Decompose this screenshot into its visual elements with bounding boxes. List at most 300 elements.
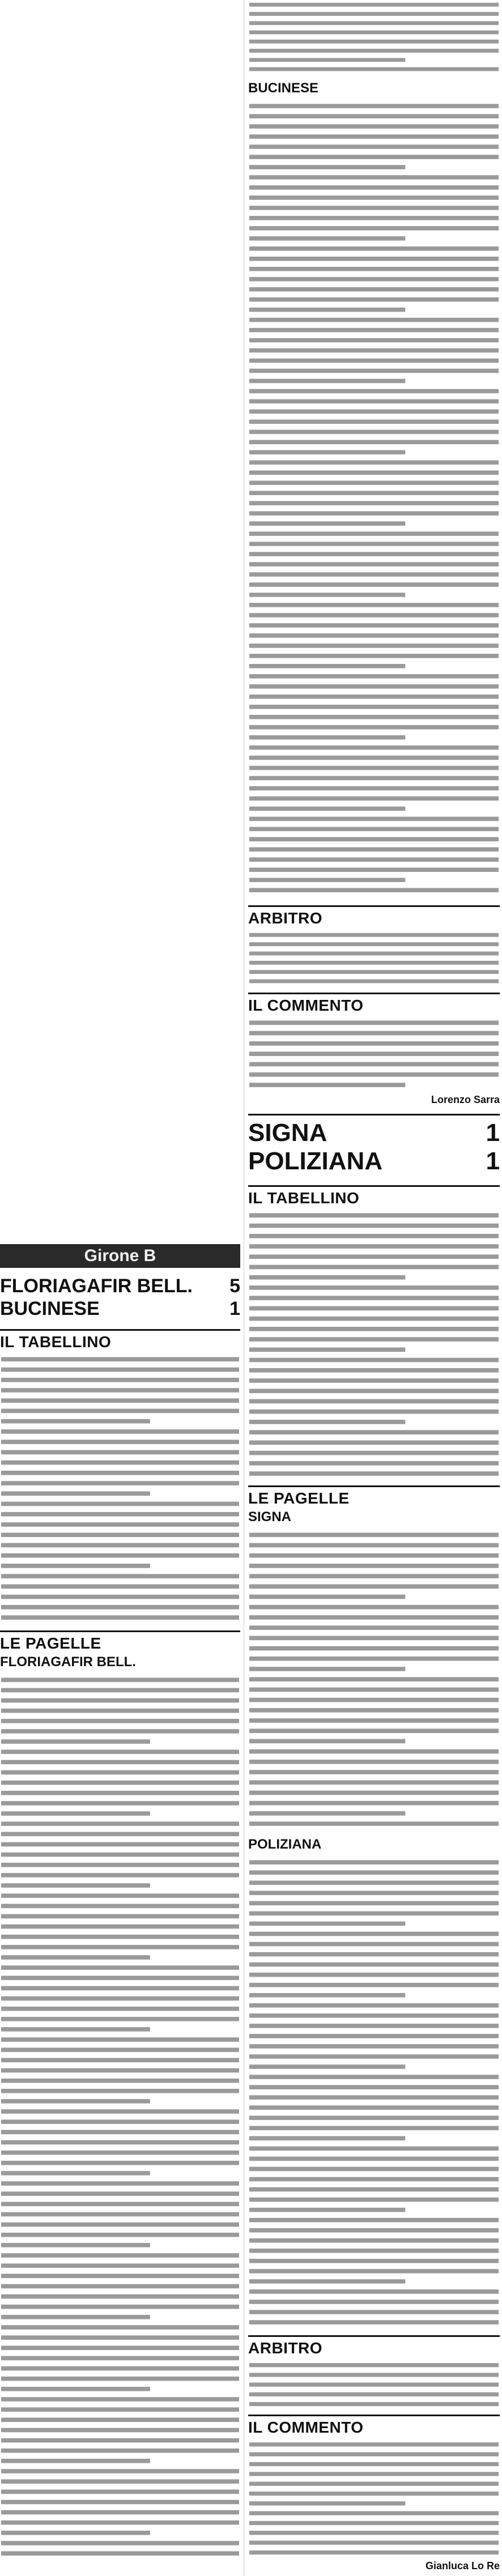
text-line (1, 1564, 150, 1568)
text-line (249, 1728, 499, 1733)
text-line (249, 2521, 499, 2525)
text-line (249, 1430, 499, 1434)
text-line (249, 2472, 499, 2476)
text-line (249, 12, 499, 16)
text-line (249, 1718, 499, 1723)
text-line (1, 1677, 239, 1682)
text-line (1, 2058, 239, 2063)
text-line (1, 2047, 239, 2052)
text-line (1, 2151, 239, 2155)
text-line (249, 2551, 499, 2554)
text-lines (0, 1354, 240, 1623)
text-lines (248, 0, 500, 74)
text-line (1, 2212, 239, 2217)
text-line (1, 2377, 239, 2381)
home-team: FLORIAGAFIR BELL. (0, 1275, 193, 1297)
text-line (249, 2187, 499, 2192)
score-row (0, 1275, 240, 1297)
text-line (249, 1962, 499, 1967)
text-line (249, 562, 499, 567)
text-line (1, 1955, 150, 1960)
text-line (249, 1595, 405, 1599)
text-line (249, 1410, 499, 1414)
text-line (249, 2452, 499, 2456)
text-block (248, 1530, 500, 1829)
text-line (249, 2136, 405, 2141)
text-line (249, 359, 499, 363)
text-line (249, 216, 499, 220)
text-line (249, 1378, 499, 1383)
text-line (249, 961, 499, 965)
text-line (249, 1041, 499, 1046)
text-line (249, 1942, 499, 1947)
text-line (249, 1420, 405, 1424)
text-line (1, 2407, 239, 2412)
text-line (249, 867, 499, 872)
text-line (249, 715, 499, 719)
text-line (249, 369, 499, 373)
text-line (1, 1595, 239, 1599)
text-lines (248, 101, 500, 895)
text-line (249, 1265, 499, 1270)
text-line (249, 58, 405, 62)
section-heading: IL COMMENTO (248, 993, 500, 1015)
text-line (1, 2109, 239, 2114)
text-line (1, 2520, 239, 2525)
text-line (249, 531, 499, 536)
text-line (249, 1667, 405, 1671)
text-line (1, 2263, 239, 2268)
text-lines (248, 1857, 500, 2327)
text-line (249, 2064, 405, 2069)
text-line (1, 1440, 239, 1444)
text-line (249, 2177, 499, 2182)
text-line (1, 2305, 239, 2309)
text-line (249, 1254, 499, 1259)
text-line (1, 1450, 239, 1455)
text-line (249, 2198, 499, 2202)
text-line (1, 2387, 150, 2391)
text-line (1, 1522, 239, 1527)
text-line (1, 2469, 239, 2473)
section-heading: BUCINESE (248, 80, 319, 96)
text-line (1, 2222, 239, 2227)
section-heading: SIGNA (248, 1509, 292, 1525)
text-line (249, 970, 499, 974)
text-line (249, 1657, 499, 1661)
text-line (249, 1461, 499, 1466)
text-line (249, 1901, 499, 1906)
text-block (0, 1354, 240, 1623)
text-line (1, 1842, 239, 1847)
text-line (1, 2233, 239, 2237)
text-line (249, 644, 499, 648)
text-line (249, 450, 405, 455)
text-line (249, 2085, 499, 2089)
text-line (1, 1781, 239, 1785)
text-line (249, 2383, 499, 2387)
text-line (249, 1441, 499, 1445)
text-line (249, 1605, 499, 1610)
text-line (249, 104, 499, 108)
text-line (1, 2181, 239, 2186)
text-line (249, 980, 499, 983)
text-line (249, 2402, 499, 2406)
home-score: 5 (229, 1275, 240, 1297)
text-line (249, 664, 405, 669)
text-line (1, 2007, 239, 2011)
text-line (1, 1491, 150, 1496)
text-line (249, 338, 499, 343)
text-line (1, 1975, 239, 1980)
text-lines (248, 1210, 500, 1479)
text-line (249, 49, 499, 53)
text-line (249, 1584, 499, 1589)
text-line (249, 480, 499, 485)
text-line (1, 2140, 239, 2145)
home-score: 1 (486, 1119, 500, 1147)
text-line (249, 2105, 499, 2110)
text-line (1, 1770, 239, 1775)
text-line (249, 1698, 499, 1702)
text-line (249, 735, 405, 740)
text-line (249, 2541, 499, 2545)
text-line (1, 2130, 239, 2135)
text-line (1, 2489, 239, 2494)
text-line (249, 308, 405, 312)
text-line (249, 1368, 499, 1373)
text-line (1, 1543, 239, 1548)
text-line (249, 420, 499, 424)
text-line (1, 1719, 239, 1723)
text-line (249, 1543, 499, 1548)
text-line (249, 2442, 499, 2446)
text-line (249, 878, 405, 882)
text-lines (248, 1017, 500, 1090)
text-line (249, 2310, 499, 2314)
text-line (1, 1749, 239, 1754)
section-heading: LE PAGELLE (248, 1485, 500, 1508)
section-heading: IL COMMENTO (248, 2415, 500, 2437)
text-line (249, 2373, 499, 2377)
text-line (1, 1739, 150, 1744)
text-line (249, 491, 499, 495)
text-line (249, 1811, 405, 1816)
away-score: 1 (229, 1298, 240, 1319)
text-line (1, 1914, 239, 1919)
text-line (249, 297, 499, 302)
text-line (1, 2366, 239, 2371)
text-line (249, 1347, 405, 1352)
section-heading: FLORIAGAFIR BELL. (0, 1654, 136, 1670)
text-line (249, 1553, 499, 1558)
text-line (1, 2119, 239, 2124)
text-line (1, 2089, 239, 2093)
text-line (249, 857, 499, 862)
text-line (1, 1553, 239, 1558)
text-line (1, 2315, 150, 2319)
text-line (249, 246, 499, 251)
text-line (249, 633, 499, 638)
text-line (1, 1893, 239, 1898)
text-line (249, 1625, 499, 1630)
text-line (1, 1419, 150, 1424)
text-line (249, 1072, 499, 1077)
text-line (249, 1922, 405, 1926)
home-team: SIGNA (248, 1119, 327, 1147)
text-line (1, 1368, 239, 1372)
text-line (1, 1398, 239, 1403)
text-line (249, 827, 499, 832)
text-line (249, 165, 405, 169)
text-line (1, 2099, 150, 2104)
text-block (248, 2360, 500, 2409)
text-line (249, 185, 499, 190)
text-line (249, 613, 499, 618)
text-lines (248, 2360, 500, 2409)
text-block (248, 1017, 500, 1090)
text-line (1, 2459, 150, 2463)
text-line (249, 67, 499, 71)
text-line (249, 786, 499, 791)
text-line (249, 725, 499, 730)
text-line (249, 328, 499, 333)
text-line (249, 1952, 499, 1957)
text-line (249, 593, 405, 597)
text-line (1, 1605, 239, 1610)
section-heading: LE PAGELLE (0, 1630, 240, 1653)
text-line (1, 1729, 239, 1734)
text-line (249, 511, 499, 516)
score-row (248, 1119, 500, 1147)
text-line (249, 144, 499, 149)
text-line (249, 1275, 405, 1280)
text-line (249, 2259, 499, 2263)
text-line (249, 2024, 499, 2028)
text-line (249, 2462, 499, 2466)
text-line (249, 2320, 499, 2324)
score-row (248, 1147, 500, 1176)
text-line (249, 1213, 499, 1217)
text-line (249, 1891, 499, 1896)
text-line (1, 2017, 239, 2021)
text-line (1, 1574, 239, 1578)
text-line (249, 1564, 499, 1568)
text-line (1, 2479, 239, 2484)
text-line (249, 572, 499, 577)
text-line (1, 1688, 239, 1693)
text-line (249, 277, 499, 282)
text-line (249, 1760, 499, 1764)
text-line (249, 2228, 499, 2233)
text-line (249, 40, 499, 44)
text-line (249, 206, 499, 210)
text-line (249, 2363, 499, 2367)
text-line (249, 1020, 499, 1025)
text-line (249, 410, 499, 414)
text-line (1, 1502, 239, 1506)
text-line (249, 257, 499, 261)
section-heading: ARBITRO (248, 905, 500, 927)
text-line (249, 2492, 499, 2496)
text-line (249, 1317, 499, 1321)
text-line (249, 807, 405, 811)
text-line (249, 155, 499, 159)
text-line (1, 1883, 150, 1888)
text-line (249, 2289, 499, 2294)
text-line (249, 1234, 499, 1238)
text-line (1, 1409, 239, 1413)
text-line (249, 684, 499, 689)
text-line (249, 2044, 499, 2049)
text-line (249, 654, 499, 658)
text-line (249, 114, 499, 118)
text-line (249, 2116, 499, 2121)
text-line (1, 2202, 239, 2207)
score-row (0, 1297, 240, 1320)
text-line (249, 2501, 405, 2505)
text-block (248, 930, 500, 986)
text-line (1, 1388, 239, 1393)
match-header (0, 1275, 240, 1320)
text-line (1, 2243, 150, 2247)
text-line (249, 2054, 499, 2059)
text-line (1, 1512, 239, 1517)
text-line (1, 1585, 239, 1589)
text-line (249, 1821, 499, 1826)
text-line (249, 2075, 499, 2079)
text-line (249, 942, 499, 946)
text-line (1, 2284, 239, 2289)
section-heading: IL TABELLINO (248, 1185, 500, 1207)
text-line (1, 1615, 239, 1620)
text-line (249, 226, 499, 231)
text-line (1, 2356, 239, 2361)
text-line (1, 1471, 239, 1475)
text-line (249, 1031, 499, 1036)
text-line (249, 1801, 499, 1806)
text-line (249, 1062, 499, 1067)
text-line (1, 2428, 239, 2433)
text-line (249, 1399, 499, 1404)
text-line (249, 124, 499, 129)
text-line (1, 2500, 239, 2505)
text-line (249, 1389, 499, 1393)
text-line (249, 1337, 499, 1342)
text-line (249, 1993, 405, 1998)
text-line (249, 470, 499, 475)
section-heading: ARBITRO (248, 2335, 500, 2357)
text-line (249, 695, 499, 699)
text-line (249, 2157, 499, 2161)
text-line (1, 1357, 239, 1361)
text-line (249, 582, 499, 587)
text-line (1, 2397, 239, 2402)
text-line (249, 603, 499, 607)
text-line (249, 756, 499, 760)
text-block (248, 101, 500, 895)
away-team: POLIZIANA (248, 1147, 383, 1175)
text-line (249, 1749, 499, 1754)
text-line (249, 817, 499, 821)
text-line (249, 746, 499, 750)
text-line (249, 1574, 499, 1578)
text-line (1, 2191, 239, 2196)
text-line (249, 2269, 499, 2273)
text-line (249, 1285, 499, 1290)
section-heading: IL TABELLINO (0, 1329, 240, 1351)
text-line (1, 1965, 239, 1970)
text-line (1, 2346, 239, 2351)
text-line (1, 2325, 239, 2330)
text-line (249, 1973, 499, 1977)
text-line (1, 1378, 239, 1382)
text-line (249, 1677, 499, 1681)
text-line (249, 2482, 499, 2486)
text-line (1, 2510, 239, 2515)
text-line (1, 1873, 239, 1877)
text-line (249, 1780, 499, 1785)
text-line (1, 1821, 239, 1826)
text-line (249, 134, 499, 139)
text-line (249, 21, 499, 25)
text-line (249, 1791, 499, 1795)
text-line (1, 1924, 239, 1929)
text-line (249, 440, 499, 445)
text-block (248, 1210, 500, 1479)
text-line (249, 1358, 499, 1362)
text-block (248, 2439, 500, 2557)
text-lines (248, 2439, 500, 2557)
text-line (249, 1615, 499, 1620)
text-line (1, 1698, 239, 1703)
text-line (249, 31, 499, 35)
text-line (249, 318, 499, 322)
text-block (0, 1675, 240, 2558)
text-line (1, 1853, 239, 1857)
text-line (1, 2171, 150, 2175)
text-line (1, 1832, 239, 1837)
text-line (249, 501, 499, 505)
text-line (249, 2013, 499, 2018)
text-line (1, 2079, 239, 2083)
text-line (249, 1646, 499, 1651)
text-line (249, 848, 499, 852)
text-line (249, 2218, 499, 2222)
text-line (249, 1870, 499, 1875)
text-lines (0, 1675, 240, 2558)
text-line (249, 2511, 499, 2515)
text-line (249, 542, 499, 546)
text-line (249, 2238, 499, 2243)
text-line (1, 2253, 239, 2258)
text-line (1, 2274, 239, 2279)
text-line (249, 623, 499, 628)
text-line (249, 1083, 405, 1087)
text-line (249, 705, 499, 709)
text-line (249, 797, 499, 801)
text-line (1, 2438, 239, 2443)
text-line (1, 2161, 239, 2165)
text-line (1, 2551, 239, 2556)
text-line (249, 1932, 499, 1936)
text-line (1, 2294, 239, 2299)
text-line (249, 1881, 499, 1885)
text-line (249, 1532, 499, 1537)
text-line (249, 1224, 499, 1228)
text-line (249, 1296, 499, 1300)
text-line (1, 1904, 239, 1909)
